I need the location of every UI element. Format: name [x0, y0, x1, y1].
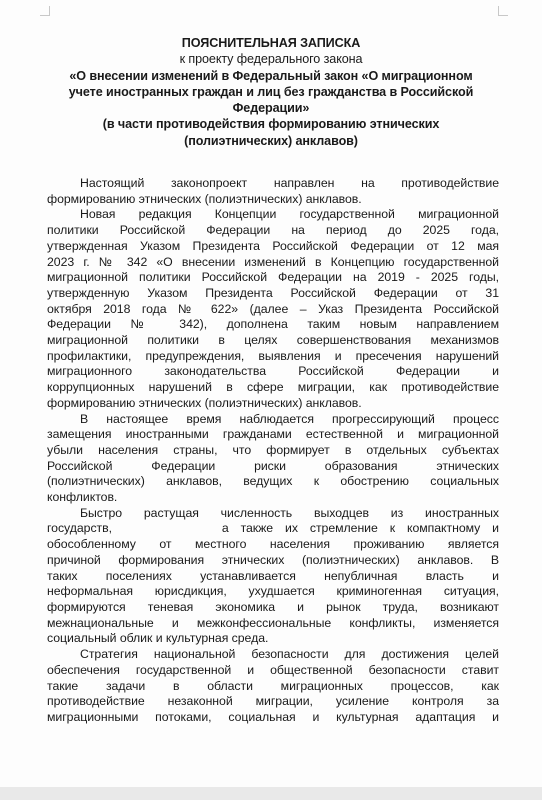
crop-mark-left: [40, 6, 50, 16]
text-line: неформальная юрисдикция, ухудшается криминогенная ситуация,: [47, 584, 499, 599]
document-body: [47, 176, 499, 726]
text-line: миграционного законодательства Российской Федерации и: [47, 364, 499, 379]
screen-bottom-band: [0, 787, 542, 800]
text-line: Быстро растущая численность выходцев из иностранных: [80, 505, 499, 520]
text-line: Стратегия национальной безопасности для достижения целей: [80, 647, 499, 662]
paragraph: [47, 412, 499, 506]
text-line: профилактики, предупреждения, выявления и пресечения нарушений: [47, 348, 499, 363]
text-line: 2023 г. № 342 «О внесении изменений в Концепцию государственной: [47, 254, 499, 269]
text-line: Федерации № 342), дополнена таким новым направлением: [47, 317, 499, 332]
text-line: октября 2018 года № 622» (далее – Указ Президента Российской: [47, 301, 499, 316]
text-line: коррупционных нарушений в сфере миграции, как противодействие: [47, 380, 499, 395]
paragraph: [47, 647, 499, 726]
text-fragment: а также их стремление к компактному и: [221, 521, 499, 536]
text-line: замещения иностранными гражданами естественной и миграционной: [47, 427, 499, 442]
law-scope-line: (полиэтнических) анклавов): [184, 133, 358, 148]
text-line: такие задачи в области миграционных процессов, как: [47, 678, 499, 693]
law-scope-line: (в части противодействия формированию этнических: [102, 117, 440, 132]
text-line: конфликтов.: [47, 490, 118, 505]
text-line: Настоящий законопроект направлен на противодействие: [80, 176, 499, 190]
text-line: миграционной политики Российской Федерации на 2019 - 2025 годы,: [47, 270, 499, 285]
text-line: формируются теневая экономика и рынок труда, возникают: [47, 599, 499, 614]
text-line: политики Российской Федерации на период до 2025 года,: [47, 223, 499, 238]
text-line: обеспечения государственной и общественной безопасности ставит: [47, 662, 499, 677]
text-line: Российской Федерации риски образования этнических: [47, 458, 499, 473]
text-line: формированию этнических (полиэтнических) анклавов.: [47, 191, 362, 206]
text-line-with-gap: [47, 521, 499, 537]
text-line: утвержденную Указом Президента Российской Федерации от 31: [47, 285, 499, 300]
text-fragment: государств,: [47, 521, 112, 536]
text-line: Новая редакция Концепции государственной миграционной: [80, 207, 499, 222]
crop-mark-right: [498, 6, 508, 16]
law-title-line: Федерации»: [232, 101, 310, 116]
text-line: В настоящее время наблюдается прогрессирующий процесс: [80, 411, 499, 426]
paragraph: [47, 207, 499, 411]
text-line: формированию этнических (полиэтнических) анклавов.: [47, 395, 362, 410]
text-line: причиной формирования этнических (полиэтнических) анклавов. В: [47, 552, 499, 567]
text-line: обособленному от местного населения проживанию является: [47, 537, 499, 552]
text-line: (полиэтнических) анклавов, ведущих к обострению социальных: [47, 474, 499, 489]
document-subtitle: к проекту федерального закона: [179, 52, 363, 67]
text-line: таких поселениях устанавливается непубличная власть и: [47, 568, 499, 583]
text-line: миграционными потоками, социальная и культурная адаптация и: [47, 709, 499, 724]
text-line: убыли населения страны, что формирует в отдельных субъектах: [47, 442, 499, 457]
law-title-line: «О внесении изменений в Федеральный закон «О миграционном: [69, 68, 473, 83]
document-title: ПОЯСНИТЕЛЬНАЯ ЗАПИСКА: [181, 36, 361, 50]
text-line: утвержденная Указом Президента Российской Федерации от 12 мая: [47, 238, 499, 253]
text-line: социальный облик и культурная среда.: [47, 631, 269, 646]
text-line: противодействие незаконной миграции, усиление контроля за: [47, 694, 499, 709]
document-header: [50, 35, 492, 149]
paragraph: [47, 506, 499, 647]
text-line: межнациональные и межконфессиональные конфликты, изменяется: [47, 615, 499, 630]
text-line: миграционной политики в целях совершенствования механизмов: [47, 333, 499, 348]
paragraph: [47, 176, 499, 207]
law-title-line: учете иностранных граждан и лиц без гражданства в Российской: [68, 84, 474, 99]
